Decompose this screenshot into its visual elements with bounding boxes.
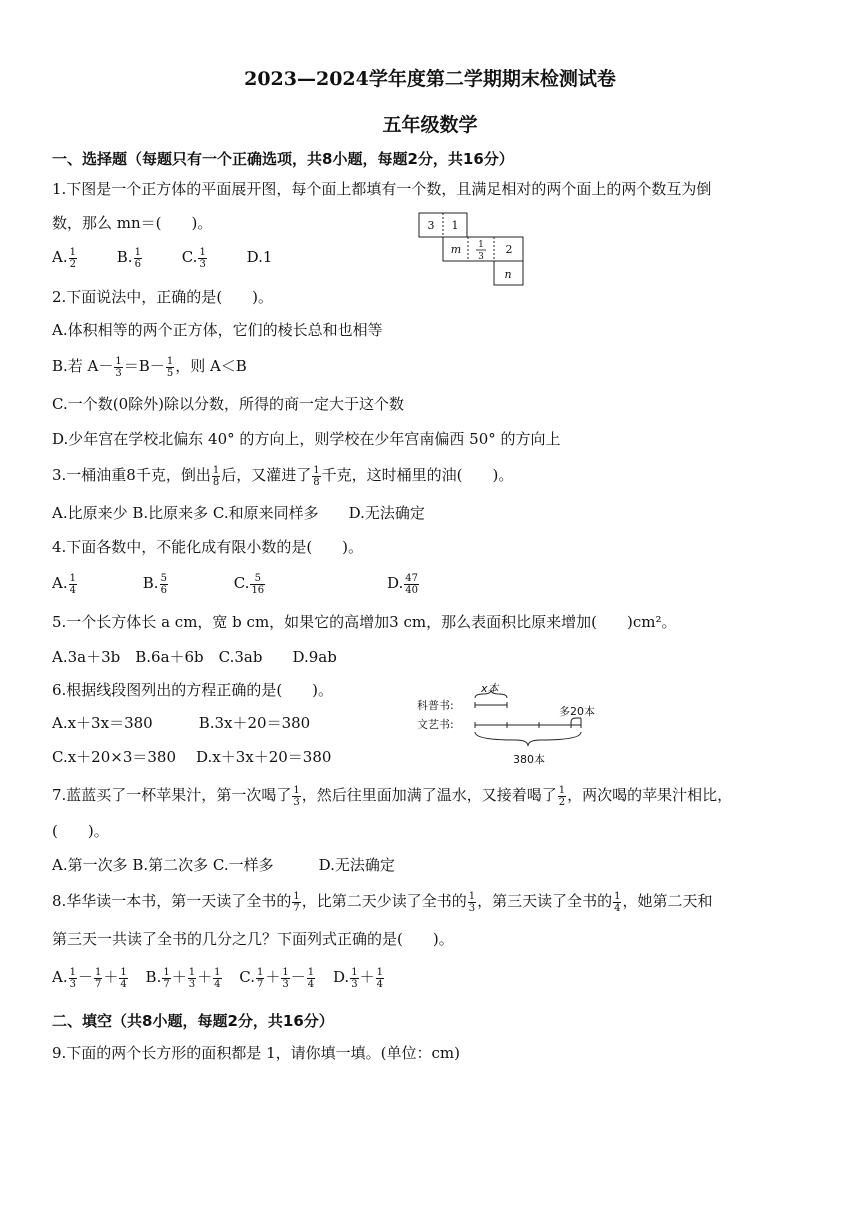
q2-option-b: B.若 A－ $\frac{1}{3}$ ＝B－ $\frac{1}{5}$ ，则 A＜B bbox=[52, 355, 247, 379]
q3-stem: 3.一桶油重8千克，倒出 $\frac{1}{8}$ 后，又灌进了 $\frac{1}{8}$ 千克，这时桶里的油( )。 bbox=[52, 464, 514, 488]
q7-stem-line2: ( )。 bbox=[52, 822, 109, 840]
net-cell-frac-num: 1 bbox=[478, 240, 484, 250]
exam-subtitle: 五年级数学 bbox=[382, 114, 478, 136]
q1-options: A. $\frac{1}{2}$ B. $\frac{1}{6}$ C. $\frac{1}{3}$ D.1 bbox=[52, 246, 273, 270]
q6-stem: 6.根据线段图列出的方程正确的是( )。 bbox=[52, 681, 334, 699]
q8-stem-line2: 第三天一共读了全书的几分之几？下面列式正确的是( )。 bbox=[52, 930, 454, 948]
diagram-x-label: x本 bbox=[481, 682, 499, 695]
net-cell-m: m bbox=[450, 243, 462, 256]
q4-options: A. $\frac{1}{4}$ B. $\frac{5}{6}$ C. $\frac{5}{16}$ D. $\frac{47}{40}$ bbox=[52, 572, 418, 596]
q8-stem-line1: 8.华华读一本书，第一天读了全书的 $\frac{1}{7}$ ，比第二天少读了全书的 $\frac{1}{3}$ ，第三天读了全书的 $\frac{1}{4}$ ，她第二天和 bbox=[52, 890, 713, 914]
q2-stem: 2.下面说法中，正确的是( )。 bbox=[52, 288, 274, 306]
q1-stem-line2: 数，那么 mn＝( )。 bbox=[52, 214, 213, 232]
diagram-label-literature: 文艺书: bbox=[417, 718, 454, 731]
q8-options: A. $\frac{1}{3}$ － $\frac{1}{7}$ ＋ $\frac{1}{4}$ B. $\frac{1}{7}$ ＋ $\frac{1}{3}$ ＋ $\frac{1}{4}$ C. $\frac{1}{7}$ ＋ $\frac{1}{3}$ － $\frac{1}{4}$ D. $\frac{1}{3}$ ＋ $\frac{1}{4}$ bbox=[52, 966, 383, 990]
q7-stem-line1: 7.蓝蓝买了一杯苹果汁，第一次喝了 $\frac{1}{3}$ ，然后往里面加满了温水，又接着喝了 $\frac{1}{2}$ ，两次喝的苹果汁相比， bbox=[52, 784, 733, 808]
diagram-label-science: 科普书: bbox=[417, 699, 454, 712]
net-cell-frac-den: 3 bbox=[478, 252, 484, 262]
section-heading-choice: 一、选择题（每题只有一个正确选项，共8小题，每题2分，共16分） bbox=[52, 150, 514, 168]
net-cell-n: n bbox=[504, 268, 512, 281]
q5-stem: 5.一个长方体长 a cm，宽 b cm，如果它的高增加3 cm，那么表面积比原来增加( )cm²。 bbox=[52, 613, 677, 631]
exam-title: 2023—2024学年度第二学期期末检测试卷 bbox=[244, 68, 616, 90]
q5-options: A.3a＋3b B.6a＋6b C.3ab D.9ab bbox=[52, 648, 337, 666]
diagram-extra-label: 多20本 bbox=[559, 705, 595, 718]
cube-net-diagram bbox=[418, 212, 528, 288]
q6-options-cd: C.x＋20×3＝380 D.x＋3x＋20＝380 bbox=[52, 748, 332, 766]
net-cell-2: 2 bbox=[505, 243, 513, 256]
q1-stem-line1: 1.下图是一个正方体的平面展开图，每个面上都填有一个数，且满足相对的两个面上的两个数互为倒 bbox=[52, 180, 712, 198]
line-segment-diagram bbox=[415, 682, 615, 766]
section-heading-fill: 二、填空（共8小题，每题2分，共16分） bbox=[52, 1012, 334, 1030]
q3-options: A.比原来少 B.比原来多 C.和原来同样多 D.无法确定 bbox=[52, 504, 425, 522]
q6-options-ab: A.x＋3x＝380 B.3x＋20＝380 bbox=[52, 714, 311, 732]
q4-stem: 4.下面各数中，不能化成有限小数的是( )。 bbox=[52, 538, 364, 556]
q2-option-a: A.体积相等的两个正方体，它们的棱长总和也相等 bbox=[52, 321, 383, 339]
diagram-total-label: 380本 bbox=[513, 753, 545, 766]
q2-option-c: C.一个数(0除外)除以分数，所得的商一定大于这个数 bbox=[52, 395, 404, 413]
q2-option-d: D.少年宫在学校北偏东 40° 的方向上，则学校在少年宫南偏西 50° 的方向上 bbox=[52, 430, 561, 448]
q9-stem: 9.下面的两个长方形的面积都是 1，请你填一填。(单位：cm) bbox=[52, 1044, 460, 1062]
net-cell-1: 1 bbox=[451, 219, 459, 232]
net-cell-3: 3 bbox=[427, 219, 435, 232]
q7-options: A.第一次多 B.第二次多 C.一样多 D.无法确定 bbox=[52, 856, 395, 874]
